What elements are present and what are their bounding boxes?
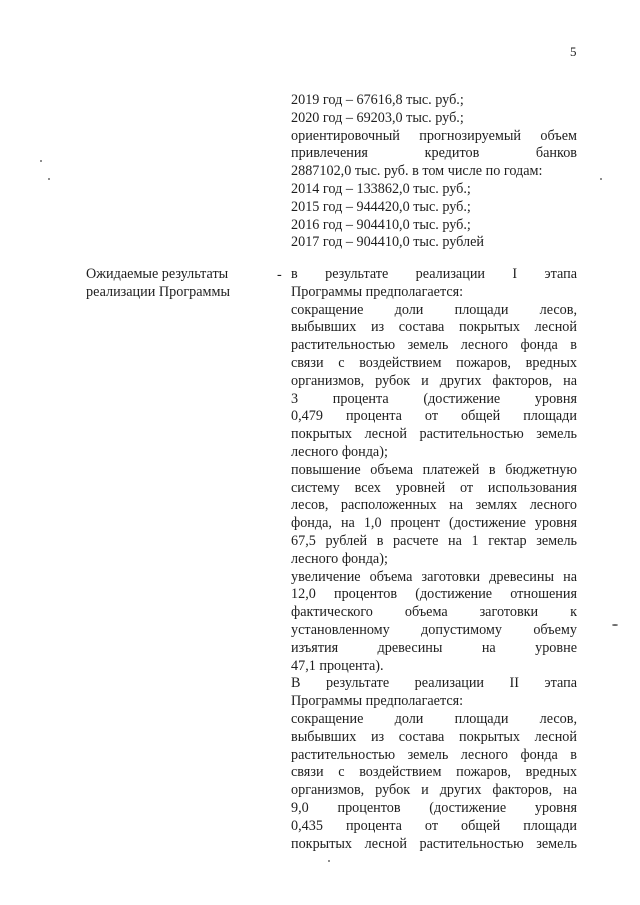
result-line: повышение объема платежей в бюджетную [291,461,577,478]
result-line: фонда, на 1,0 процент (достижение уровня [291,515,577,532]
result-line: 47,1 процента). [291,657,384,674]
result-line: Программы предполагается: [291,283,464,300]
funding-line: 2017 год – 904410,0 тыс. рублей [291,234,484,251]
funding-line: привлечения кредитов банков [291,145,577,162]
scan-speck [40,160,42,162]
result-line: выбывших из состава покрытых лесной [291,319,577,336]
result-line: 3 процента (достижение уровня [291,390,577,407]
label-line: реализации Программы [86,283,231,300]
funding-line: ориентировочный прогнозируемый объем [291,127,577,144]
result-line: 0,479 процента от общей площади [291,408,577,425]
result-line: 0,435 процента от общей площади [291,817,577,834]
funding-line: 2015 год – 944420,0 тыс. руб.; [291,198,471,215]
page-number: 5 [570,44,577,59]
funding-line: 2020 год – 69203,0 тыс. руб.; [291,109,464,126]
scan-speck [48,178,50,180]
result-line: сокращение доли площади лесов, [291,301,577,318]
result-line: фактического объема заготовки к [291,604,577,621]
result-line: установленному допустимому объему [291,621,577,638]
result-line: 9,0 процентов (достижение уровня [291,799,577,816]
result-line: увеличение объема заготовки древесины на [291,568,577,585]
expected-results-text-block [291,266,577,853]
dash-glyph: - [277,267,282,283]
funding-line: 2887102,0 тыс. руб. в том числе по годам: [291,163,543,180]
result-line: покрытых лесной растительностью земель [291,835,577,852]
result-line: 12,0 процентов (достижение отношения [291,586,577,603]
result-line: лесов, расположенных на землях лесного [291,497,577,514]
result-line: лесного фонда); [291,443,388,460]
result-line: в результате реализации I этапа [291,266,577,282]
dash-separator [277,266,282,285]
result-line: организмов, рубок и других факторов, на [291,782,577,799]
funding-line: 2019 год – 67616,8 тыс. руб.; [291,92,464,108]
result-line: сокращение доли площади лесов, [291,710,577,727]
expected-results-label [86,266,266,302]
result-line: организмов, рубок и других факторов, на [291,372,577,389]
result-line: Программы предполагается: [291,693,464,710]
result-line: покрытых лесной растительностью земель [291,426,577,443]
scan-speck [612,624,618,626]
funding-line: 2016 год – 904410,0 тыс. руб.; [291,216,471,233]
funding-line: 2014 год – 133862,0 тыс. руб.; [291,180,471,197]
label-line: Ожидаемые результаты [86,266,229,282]
result-line: растительностью земель лесного фонда в [291,337,577,354]
scan-speck [328,860,330,862]
result-line: изъятия древесины на уровне [291,639,577,656]
result-line: лесного фонда); [291,550,388,567]
result-line: связи с воздействием пожаров, вредных [291,354,577,371]
result-line: 67,5 рублей в расчете на 1 гектар земель [291,532,577,549]
scan-speck [600,178,602,180]
result-line: выбывших из состава покрытых лесной [291,728,577,745]
result-line: связи с воздействием пожаров, вредных [291,764,577,781]
result-line: В результате реализации II этапа [291,675,577,692]
result-line: систему всех уровней от использования [291,479,577,496]
result-line: растительностью земель лесного фонда в [291,746,577,763]
funding-text-block [291,92,577,252]
